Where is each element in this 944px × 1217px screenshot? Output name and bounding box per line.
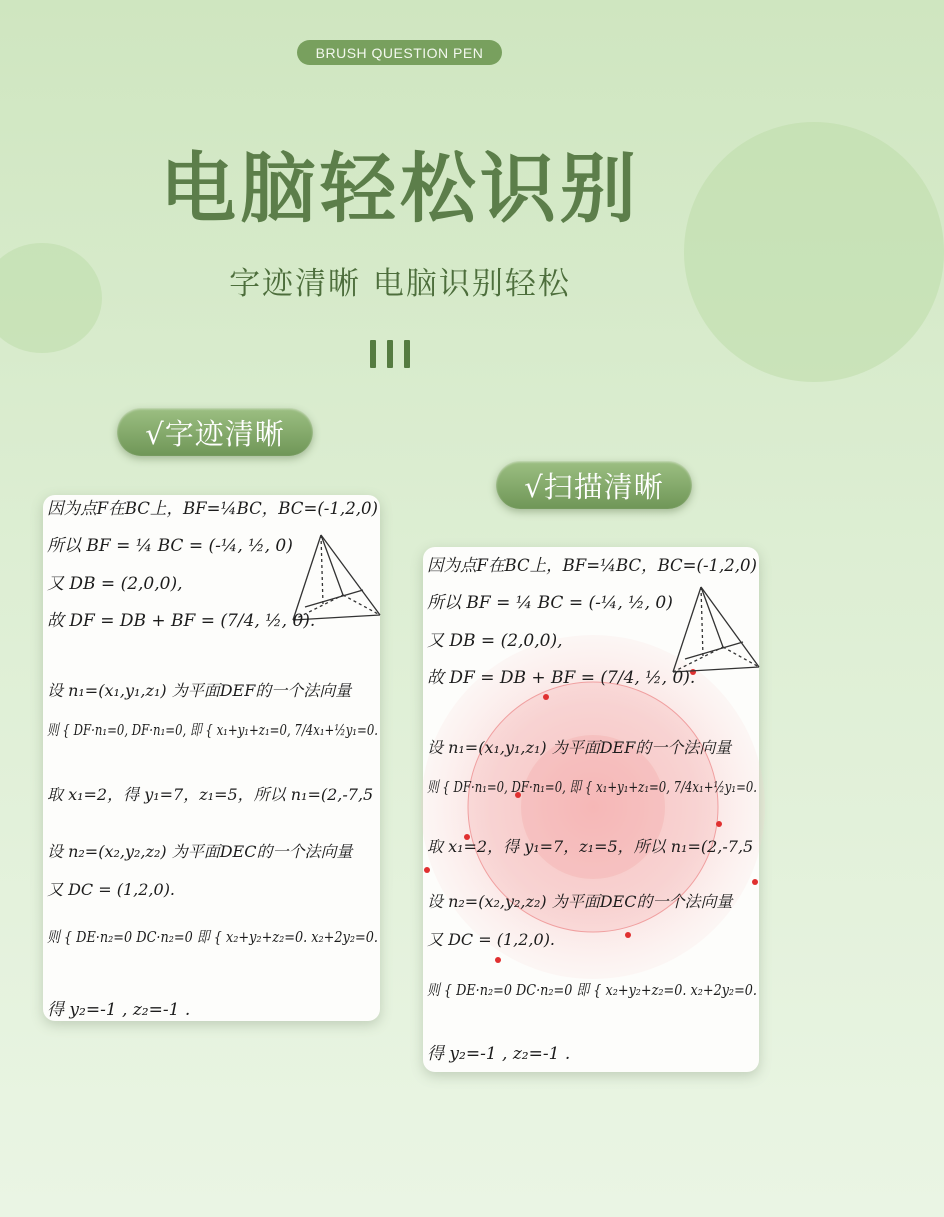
note-line: 得 y₂=-1 , z₂=-1 . xyxy=(47,1000,191,1020)
page-subtitle: 字迹清晰 电脑识别轻松 xyxy=(229,266,571,302)
note-line: 所以 BF = ¼ BC = (-¼, ½, 0) xyxy=(427,593,673,613)
note-line: 取 x₁=2，得 y₁=7，z₁=5，所以 n₁=(2,-7,5 xyxy=(47,785,374,804)
note-line: 又 DB = (2,0,0), xyxy=(47,574,183,594)
note-line: 又 DC = (1,2,0). xyxy=(47,880,176,899)
divider-bars-icon xyxy=(370,340,410,370)
pyramid-sketch-icon xyxy=(293,535,380,620)
note-line: 因为点F在BC上，BF=¼BC，BC=(-1,2,0) xyxy=(47,499,378,519)
note-line: 设 n₁=(x₁,y₁,z₁) 为平面DEF的一个法向量 xyxy=(427,738,732,757)
note-line: 取 x₁=2，得 y₁=7，z₁=5，所以 n₁=(2,-7,5 xyxy=(427,837,754,856)
handwriting-sheet xyxy=(43,495,380,1021)
note-line: 则 { DE·n₂=0 DC·n₂=0 即 { x₂+y₂+z₂=0. x₂+2y₂=0. xyxy=(427,981,757,999)
note-line: 因为点F在BC上，BF=¼BC，BC=(-1,2,0) xyxy=(427,556,757,576)
page-title: 电脑轻松识别 xyxy=(160,144,640,233)
scan-card xyxy=(423,547,759,1072)
note-line: 得 y₂=-1 , z₂=-1 . xyxy=(427,1044,571,1064)
note-line: 设 n₂=(x₂,y₂,z₂) 为平面DEC的一个法向量 xyxy=(427,892,733,911)
note-line: 设 n₂=(x₂,y₂,z₂) 为平面DEC的一个法向量 xyxy=(47,842,353,861)
note-line: 设 n₁=(x₁,y₁,z₁) 为平面DEF的一个法向量 xyxy=(47,681,352,700)
note-line: 故 DF = DB + BF = (7/4, ½, 0). xyxy=(427,668,696,688)
tag-scan-clear: √扫描清晰 xyxy=(496,461,692,509)
note-line: 故 DF = DB + BF = (7/4, ½, 0). xyxy=(47,611,316,631)
note-line: 则 { DE·n₂=0 DC·n₂=0 即 { x₂+y₂+z₂=0. x₂+2y₂=0. xyxy=(47,928,378,946)
scan-sheet xyxy=(423,547,759,1072)
pyramid-sketch-icon xyxy=(673,587,759,672)
tag-handwriting-clear: √字迹清晰 xyxy=(117,408,313,456)
brand-badge: BRUSH QUESTION PEN xyxy=(297,40,502,65)
note-line: 则 { DF·n₁=0, DF·n₁=0, 即 { x₁+y₁+z₁=0, 7/4x₁+½y₁=0. xyxy=(427,778,757,796)
note-line: 又 DC = (1,2,0). xyxy=(427,930,556,949)
handwriting-card xyxy=(43,495,380,1021)
note-line: 则 { DF·n₁=0, DF·n₁=0, 即 { x₁+y₁+z₁=0, 7/4x₁+½y₁=0. xyxy=(47,721,378,739)
note-line: 所以 BF = ¼ BC = (-¼, ½, 0) xyxy=(47,536,293,556)
note-line: 又 DB = (2,0,0), xyxy=(427,631,563,651)
